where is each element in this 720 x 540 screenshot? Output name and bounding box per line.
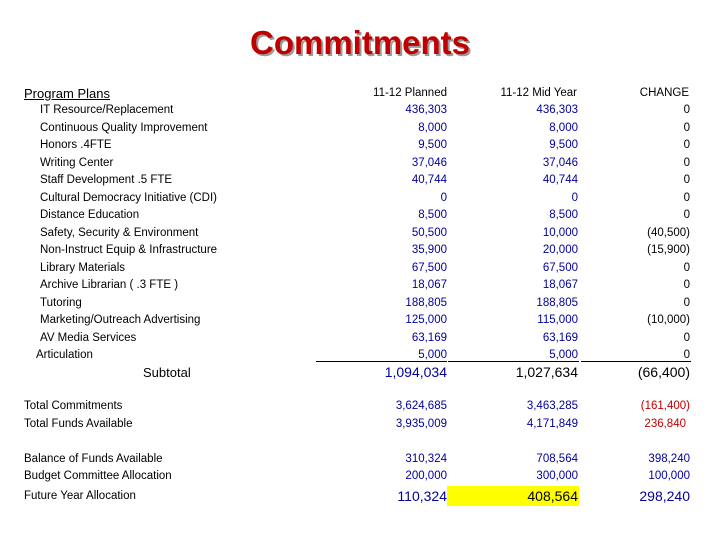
item-change: 0 <box>683 209 690 221</box>
section-label-program-plans: Program Plans <box>24 86 110 101</box>
item-midyear: 37,046 <box>542 156 578 169</box>
item-change: (40,500) <box>647 226 690 239</box>
item-midyear: 8,500 <box>549 209 578 221</box>
item-midyear: 18,067 <box>542 279 578 291</box>
future-year-change: 298,240 <box>639 488 690 504</box>
item-planned: 35,900 <box>411 244 447 256</box>
item-midyear: 0 <box>571 191 578 204</box>
item-label: Writing Center <box>40 156 114 169</box>
subtotal-rule-planned <box>316 361 447 362</box>
item-change: 0 <box>683 191 690 204</box>
item-change: 0 <box>683 331 690 344</box>
item-midyear: 9,500 <box>549 139 578 151</box>
item-label: Continuous Quality Improvement <box>40 121 208 134</box>
item-midyear: 63,169 <box>542 331 578 344</box>
item-midyear: 67,500 <box>542 261 578 274</box>
future-year-planned: 110,324 <box>397 488 447 504</box>
item-midyear: 115,000 <box>537 314 578 326</box>
item-change: 0 <box>683 174 690 186</box>
item-planned: 5,000 <box>418 349 447 361</box>
item-label: Non-Instruct Equip & Infrastructure <box>40 244 218 256</box>
total-commitments-change: (161,400) <box>640 400 690 412</box>
subtotal-label: Subtotal <box>143 365 191 380</box>
item-planned: 8,000 <box>418 121 447 134</box>
item-label: Tutoring <box>40 296 82 309</box>
item-change: 0 <box>683 156 690 169</box>
total-commitments-midyear: 3,463,285 <box>526 400 578 412</box>
item-label: Honors .4FTE <box>40 139 112 151</box>
total-commitments-planned: 3,624,685 <box>395 400 447 412</box>
item-midyear: 5,000 <box>549 349 578 361</box>
item-planned: 8,500 <box>418 209 447 221</box>
item-planned: 9,500 <box>418 139 447 151</box>
item-planned: 436,303 <box>405 104 447 116</box>
column-header-midyear: 11-12 Mid Year <box>500 87 577 99</box>
balance-planned: 310,324 <box>405 453 447 465</box>
budget-committee-planned: 200,000 <box>405 470 447 482</box>
subtotal-midyear: 1,027,634 <box>515 364 578 380</box>
total-funds-change: 236,840 <box>644 418 686 430</box>
item-planned: 50,500 <box>411 226 447 239</box>
column-header-change: CHANGE <box>639 87 689 99</box>
total-funds-midyear: 4,171,849 <box>526 418 578 430</box>
item-change: 0 <box>683 296 690 309</box>
column-header-planned: 11-12 Planned <box>373 87 447 99</box>
subtotal-rule-midyear <box>448 361 579 362</box>
item-planned: 40,744 <box>411 174 447 186</box>
page-title: Commitments <box>249 24 471 61</box>
item-label: Archive Librarian ( .3 FTE ) <box>40 279 179 291</box>
balance-midyear: 708,564 <box>536 453 578 465</box>
item-planned: 67,500 <box>411 261 447 274</box>
subtotal-change: (66,400) <box>637 364 690 380</box>
total-funds-planned: 3,935,009 <box>395 418 447 430</box>
item-planned: 125,000 <box>405 314 447 326</box>
item-planned: 18,067 <box>411 279 447 291</box>
item-change: 0 <box>683 261 690 274</box>
item-change: 0 <box>683 139 690 151</box>
budget-committee-midyear: 300,000 <box>536 470 578 482</box>
item-planned: 63,169 <box>411 331 447 344</box>
item-planned: 188,805 <box>405 296 447 309</box>
future-year-label: Future Year Allocation <box>24 490 136 502</box>
item-midyear: 40,744 <box>542 174 578 186</box>
item-midyear: 10,000 <box>542 226 578 239</box>
item-label: Cultural Democracy Initiative (CDI) <box>40 191 218 204</box>
item-label: Marketing/Outreach Advertising <box>40 314 201 326</box>
item-label: Library Materials <box>40 261 125 274</box>
item-midyear: 188,805 <box>536 296 578 309</box>
item-label: Safety, Security & Environment <box>40 226 199 239</box>
item-planned: 0 <box>440 191 447 204</box>
item-label: Distance Education <box>40 209 140 221</box>
item-midyear: 20,000 <box>542 244 578 256</box>
total-funds-label: Total Funds Available <box>24 418 133 430</box>
item-change: 0 <box>683 121 690 134</box>
item-change: (15,900) <box>647 244 690 256</box>
item-label: AV Media Services <box>40 331 137 344</box>
item-midyear: 8,000 <box>549 121 578 134</box>
item-planned: 37,046 <box>411 156 447 169</box>
future-year-midyear: 408,564 <box>527 488 578 504</box>
item-change: (10,000) <box>647 314 690 326</box>
total-commitments-label: Total Commitments <box>24 400 123 412</box>
item-midyear: 436,303 <box>536 104 578 116</box>
item-change: 0 <box>683 104 690 116</box>
item-label: Articulation <box>36 349 93 361</box>
item-change: 0 <box>683 279 690 291</box>
item-label: Staff Development .5 FTE <box>40 174 173 186</box>
budget-committee-label: Budget Committee Allocation <box>24 470 172 482</box>
subtotal-rule-change <box>581 361 691 362</box>
balance-change: 398,240 <box>648 453 690 465</box>
subtotal-planned: 1,094,034 <box>384 364 447 380</box>
item-change: 0 <box>683 349 690 361</box>
budget-committee-change: 100,000 <box>648 470 690 482</box>
balance-label: Balance of Funds Available <box>24 453 163 465</box>
item-label: IT Resource/Replacement <box>40 104 174 116</box>
